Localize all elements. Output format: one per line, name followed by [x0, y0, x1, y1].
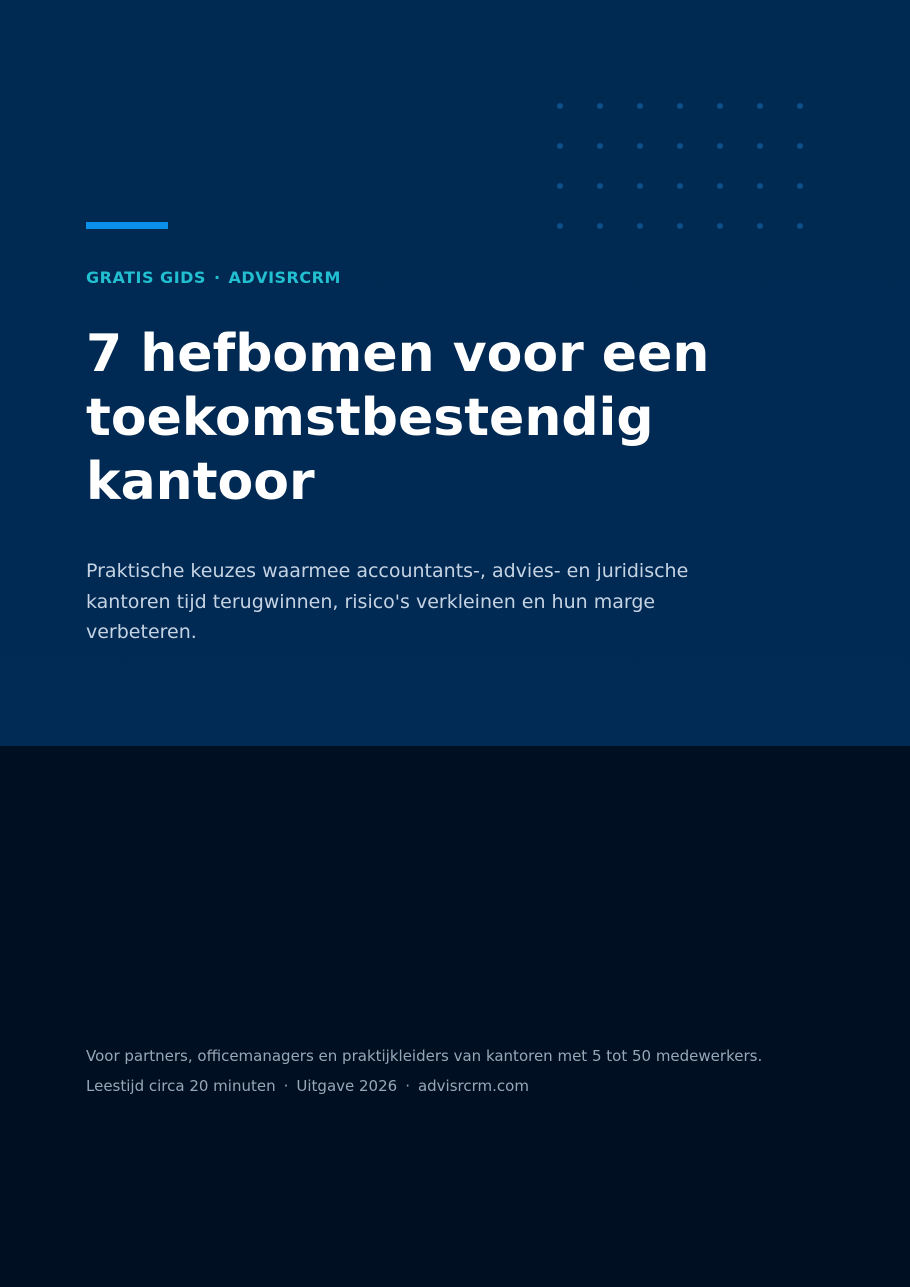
page-subtitle: Praktische keuzes waarmee accountants-, advies- en juridische kantoren tijd terugwinnen, risico's verkleinen en hun marge verbeteren.	[86, 560, 689, 643]
grid-dot	[757, 183, 763, 189]
grid-dot	[597, 223, 603, 229]
grid-dot	[637, 183, 643, 189]
grid-dot	[557, 103, 563, 109]
cover-footer	[86, 1041, 866, 1101]
grid-dot	[717, 143, 723, 149]
edition: Uitgave 2026	[296, 1077, 398, 1095]
page-title: 7 hefbomen voor een toekomstbestendig kantoor	[86, 324, 710, 512]
eyebrow-separator: ·	[213, 268, 221, 287]
grid-dot	[757, 223, 763, 229]
grid-dot	[597, 183, 603, 189]
grid-dot	[637, 223, 643, 229]
grid-dot	[797, 143, 803, 149]
accent-bar	[86, 222, 168, 229]
meta-separator: ·	[283, 1077, 289, 1095]
eyebrow-brand: ADVISRCRM	[228, 268, 341, 287]
audience-text: Voor partners, officemanagers en praktijkleiders van kantoren met 5 tot 50 medewerkers.	[86, 1047, 763, 1065]
meta-line	[86, 1071, 866, 1101]
grid-dot	[677, 143, 683, 149]
grid-dot	[797, 223, 803, 229]
dot-grid-decoration	[557, 100, 817, 240]
grid-dot	[717, 183, 723, 189]
grid-dot	[677, 223, 683, 229]
grid-dot	[677, 103, 683, 109]
meta-separator: ·	[405, 1077, 410, 1095]
grid-dot	[557, 143, 563, 149]
grid-dot	[557, 223, 563, 229]
eyebrow	[86, 268, 341, 287]
grid-dot	[597, 143, 603, 149]
grid-dot	[797, 103, 803, 109]
grid-dot	[637, 103, 643, 109]
eyebrow-label: GRATIS GIDS	[86, 268, 206, 287]
grid-dot	[757, 143, 763, 149]
grid-dot	[597, 103, 603, 109]
grid-dot	[637, 143, 643, 149]
grid-dot	[717, 223, 723, 229]
grid-dot	[757, 103, 763, 109]
grid-dot	[797, 183, 803, 189]
reading-time: Leestijd circa 20 minuten	[86, 1077, 276, 1095]
grid-dot	[557, 183, 563, 189]
grid-dot	[677, 183, 683, 189]
website-link[interactable]: advisrcrm.com	[417, 1077, 529, 1095]
grid-dot	[717, 103, 723, 109]
